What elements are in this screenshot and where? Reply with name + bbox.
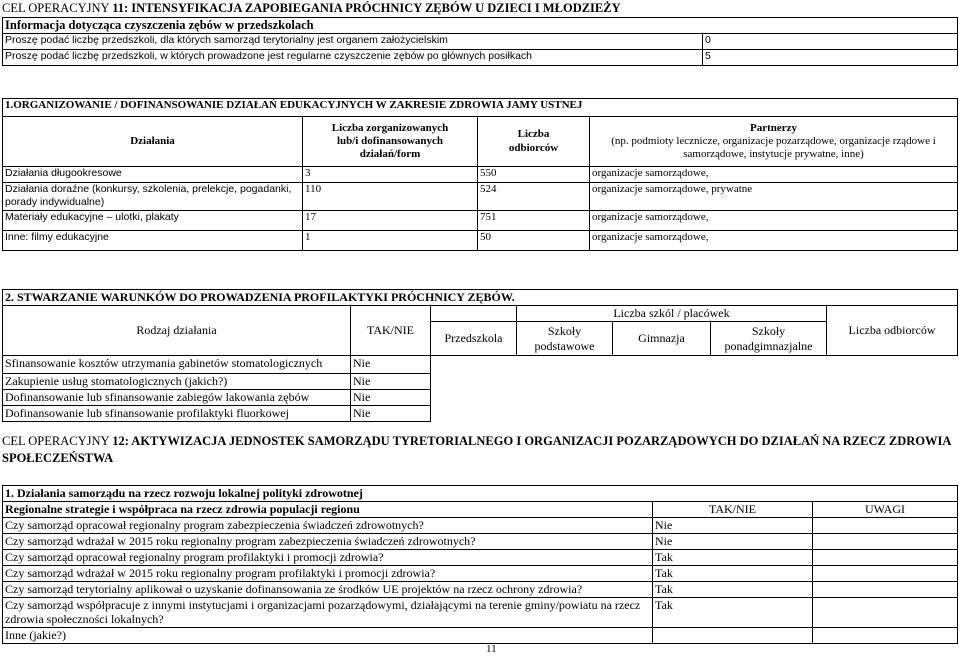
row-action: Działania długookresowe <box>3 167 303 183</box>
header-count-line: Liczba zorganizowanych <box>331 121 449 134</box>
question: Inne (jakie?) <box>3 628 653 644</box>
header-partners-title: Partnerzy <box>749 121 798 134</box>
notes-cell <box>813 582 958 598</box>
goal-12-title-bold: 12: AKTYWIZACJA JEDNOSTEK SAMORZĄDU TYRETORIALNEGO I ORGANIZACJI POZARZĄDOWYCH DO DZIAŁAŃ NA RZECZ ZDROWIA SPOŁECZEŃSTWA <box>2 434 951 465</box>
row-count: 1 <box>303 231 478 251</box>
question: Czy samorząd wdrażał w 2015 roku regionalny program profilaktyki i promocji zdrowia? <box>3 566 653 582</box>
row-type: Zakupienie usług stomatologicznych (jakich?) <box>3 374 351 390</box>
header-count <box>303 117 478 167</box>
answer: Nie <box>653 518 813 534</box>
header-primary: Szkoły podstawowe <box>517 322 613 356</box>
preschool-info-header: Informacja dotycząca czyszczenia zębów w przedszkolach <box>3 18 958 34</box>
header-count-line: lub/i dofinansowanych <box>336 134 444 147</box>
row-count: 17 <box>303 211 478 231</box>
question: Czy samorząd współpracuje z innymi instytucjami i organizacjami pozarządowymi, działającymi na terenie gminy/powiatu na rzecz zdrowia społeczności lokalnych? <box>3 598 653 628</box>
row-count: 3 <box>303 167 478 183</box>
goal-11-title <box>2 1 957 16</box>
notes-cell <box>813 566 958 582</box>
notes-cell <box>813 534 958 550</box>
row-yesno: Nie <box>351 356 431 374</box>
header-secondary: Szkoły ponadgimnazjalne <box>711 322 827 356</box>
header-yesno: TAK/NIE <box>653 502 813 518</box>
header-preschool: Przedszkola <box>431 322 517 356</box>
row-recipients: 524 <box>478 183 590 211</box>
row-action: Działania doraźne (konkursy, szkolenia, prelekcje, pogadanki, porady indywidualne) <box>3 183 303 211</box>
row-recipients: 751 <box>478 211 590 231</box>
header-strategy: Regionalne strategie i współpraca na rzecz zdrowia populacji regionu <box>3 502 653 518</box>
answer: Tak <box>653 550 813 566</box>
page-number: 11 <box>486 643 497 655</box>
row-partners: organizacje samorządowe, prywatne <box>590 183 958 211</box>
preschool-info-table <box>2 17 958 66</box>
preschool-info-label: Proszę podać liczbę przedszkoli, w których prowadzone jest regularne czyszczenie zębów po głównych posiłkach <box>3 50 703 66</box>
header-count-line: działań/form <box>359 148 421 161</box>
row-partners: organizacje samorządowe, <box>590 167 958 183</box>
question: Czy samorząd opracował regionalny program zabezpieczenia świadczeń zdrowotnych? <box>3 518 653 534</box>
goal-11-title-prefix: CEL OPERACYJNY <box>2 1 113 15</box>
section-12-1-table <box>2 485 958 644</box>
notes-cell <box>813 598 958 628</box>
row-recipients: 550 <box>478 167 590 183</box>
header-gymnasium: Gimnazja <box>613 322 711 356</box>
row-yesno: Nie <box>351 390 431 406</box>
section-12-1-title: 1. Działania samorządu na rzecz rozwoju lokalnej polityki zdrowotnej <box>3 486 958 502</box>
goal-11-title-bold: 11: INTENSYFIKACJA ZAPOBIEGANIA PRÓCHNICY ZĘBÓW U DZIECI I MŁODZIEŻY <box>112 1 621 15</box>
header-recipients-line: odbiorców <box>508 141 559 154</box>
notes-cell <box>813 628 958 644</box>
section-2-title: 2. STWARZANIE WARUNKÓW DO PROWADZENIA PROFILAKTYKI PRÓCHNICY ZĘBÓW. <box>3 290 958 306</box>
row-type: Sfinansowanie kosztów utrzymania gabinetów stomatologicznych <box>3 356 351 374</box>
preschool-info-value: 0 <box>703 34 958 50</box>
row-partners: organizacje samorządowe, <box>590 231 958 251</box>
row-partners: organizacje samorządowe, <box>590 211 958 231</box>
notes-cell <box>813 550 958 566</box>
question: Czy samorząd wdrażał w 2015 roku regionalny program zabezpieczenia świadczeń zdrowotnych? <box>3 534 653 550</box>
header-partners <box>590 117 958 167</box>
goal-12-title-prefix: CEL OPERACYJNY <box>2 434 113 448</box>
header-partners-desc: (np. podmioty lecznicze, organizacje pozarządowe, organizacje rządowe i samorządowe, instytucje prywatne, inne) <box>611 134 936 161</box>
section-1-table <box>2 98 958 251</box>
row-action: Materiały edukacyjne – ulotki, plakaty <box>3 211 303 231</box>
row-type: Dofinansowanie lub sfinansowanie zabiegów lakowania zębów <box>3 390 351 406</box>
goal-12-title <box>2 433 957 467</box>
header-yesno: TAK/NIE <box>351 306 431 356</box>
answer: Tak <box>653 598 813 628</box>
row-count: 110 <box>303 183 478 211</box>
section-2-table <box>2 289 958 422</box>
question: Czy samorząd terytorialny aplikował o uzyskanie dofinansowania ze środków UE projektów na rzecz ochrony zdrowia? <box>3 582 653 598</box>
answer <box>653 628 813 644</box>
notes-cell <box>813 518 958 534</box>
answer: Tak <box>653 582 813 598</box>
row-yesno: Nie <box>351 374 431 390</box>
header-notes: UWAGI <box>813 502 958 518</box>
question: Czy samorząd opracował regionalny program profilaktyki i promocji zdrowia? <box>3 550 653 566</box>
section-1-title: 1.ORGANIZOWANIE / DOFINANSOWANIE DZIAŁAŃ EDUKACYJNYCH W ZAKRESIE ZDROWIA JAMY USTNEJ <box>3 99 958 117</box>
row-yesno: Nie <box>351 406 431 422</box>
row-action: Inne: filmy edukacyjne <box>3 231 303 251</box>
row-recipients: 50 <box>478 231 590 251</box>
answer: Nie <box>653 534 813 550</box>
header-recipients <box>478 117 590 167</box>
header-recipients: Liczba odbiorców <box>827 306 958 356</box>
row-type: Dofinansowanie lub sfinansowanie profilaktyki fluorkowej <box>3 406 351 422</box>
header-actions: Działania <box>3 117 303 167</box>
header-schools-group: Liczba szkól / placówek <box>517 306 827 322</box>
header-type: Rodzaj działania <box>3 306 351 356</box>
answer: Tak <box>653 566 813 582</box>
preschool-info-label: Proszę podać liczbę przedszkoli, dla których samorząd terytorialny jest organem założycielskim <box>3 34 703 50</box>
header-recipients-line: Liczba <box>517 128 550 141</box>
preschool-info-value: 5 <box>703 50 958 66</box>
